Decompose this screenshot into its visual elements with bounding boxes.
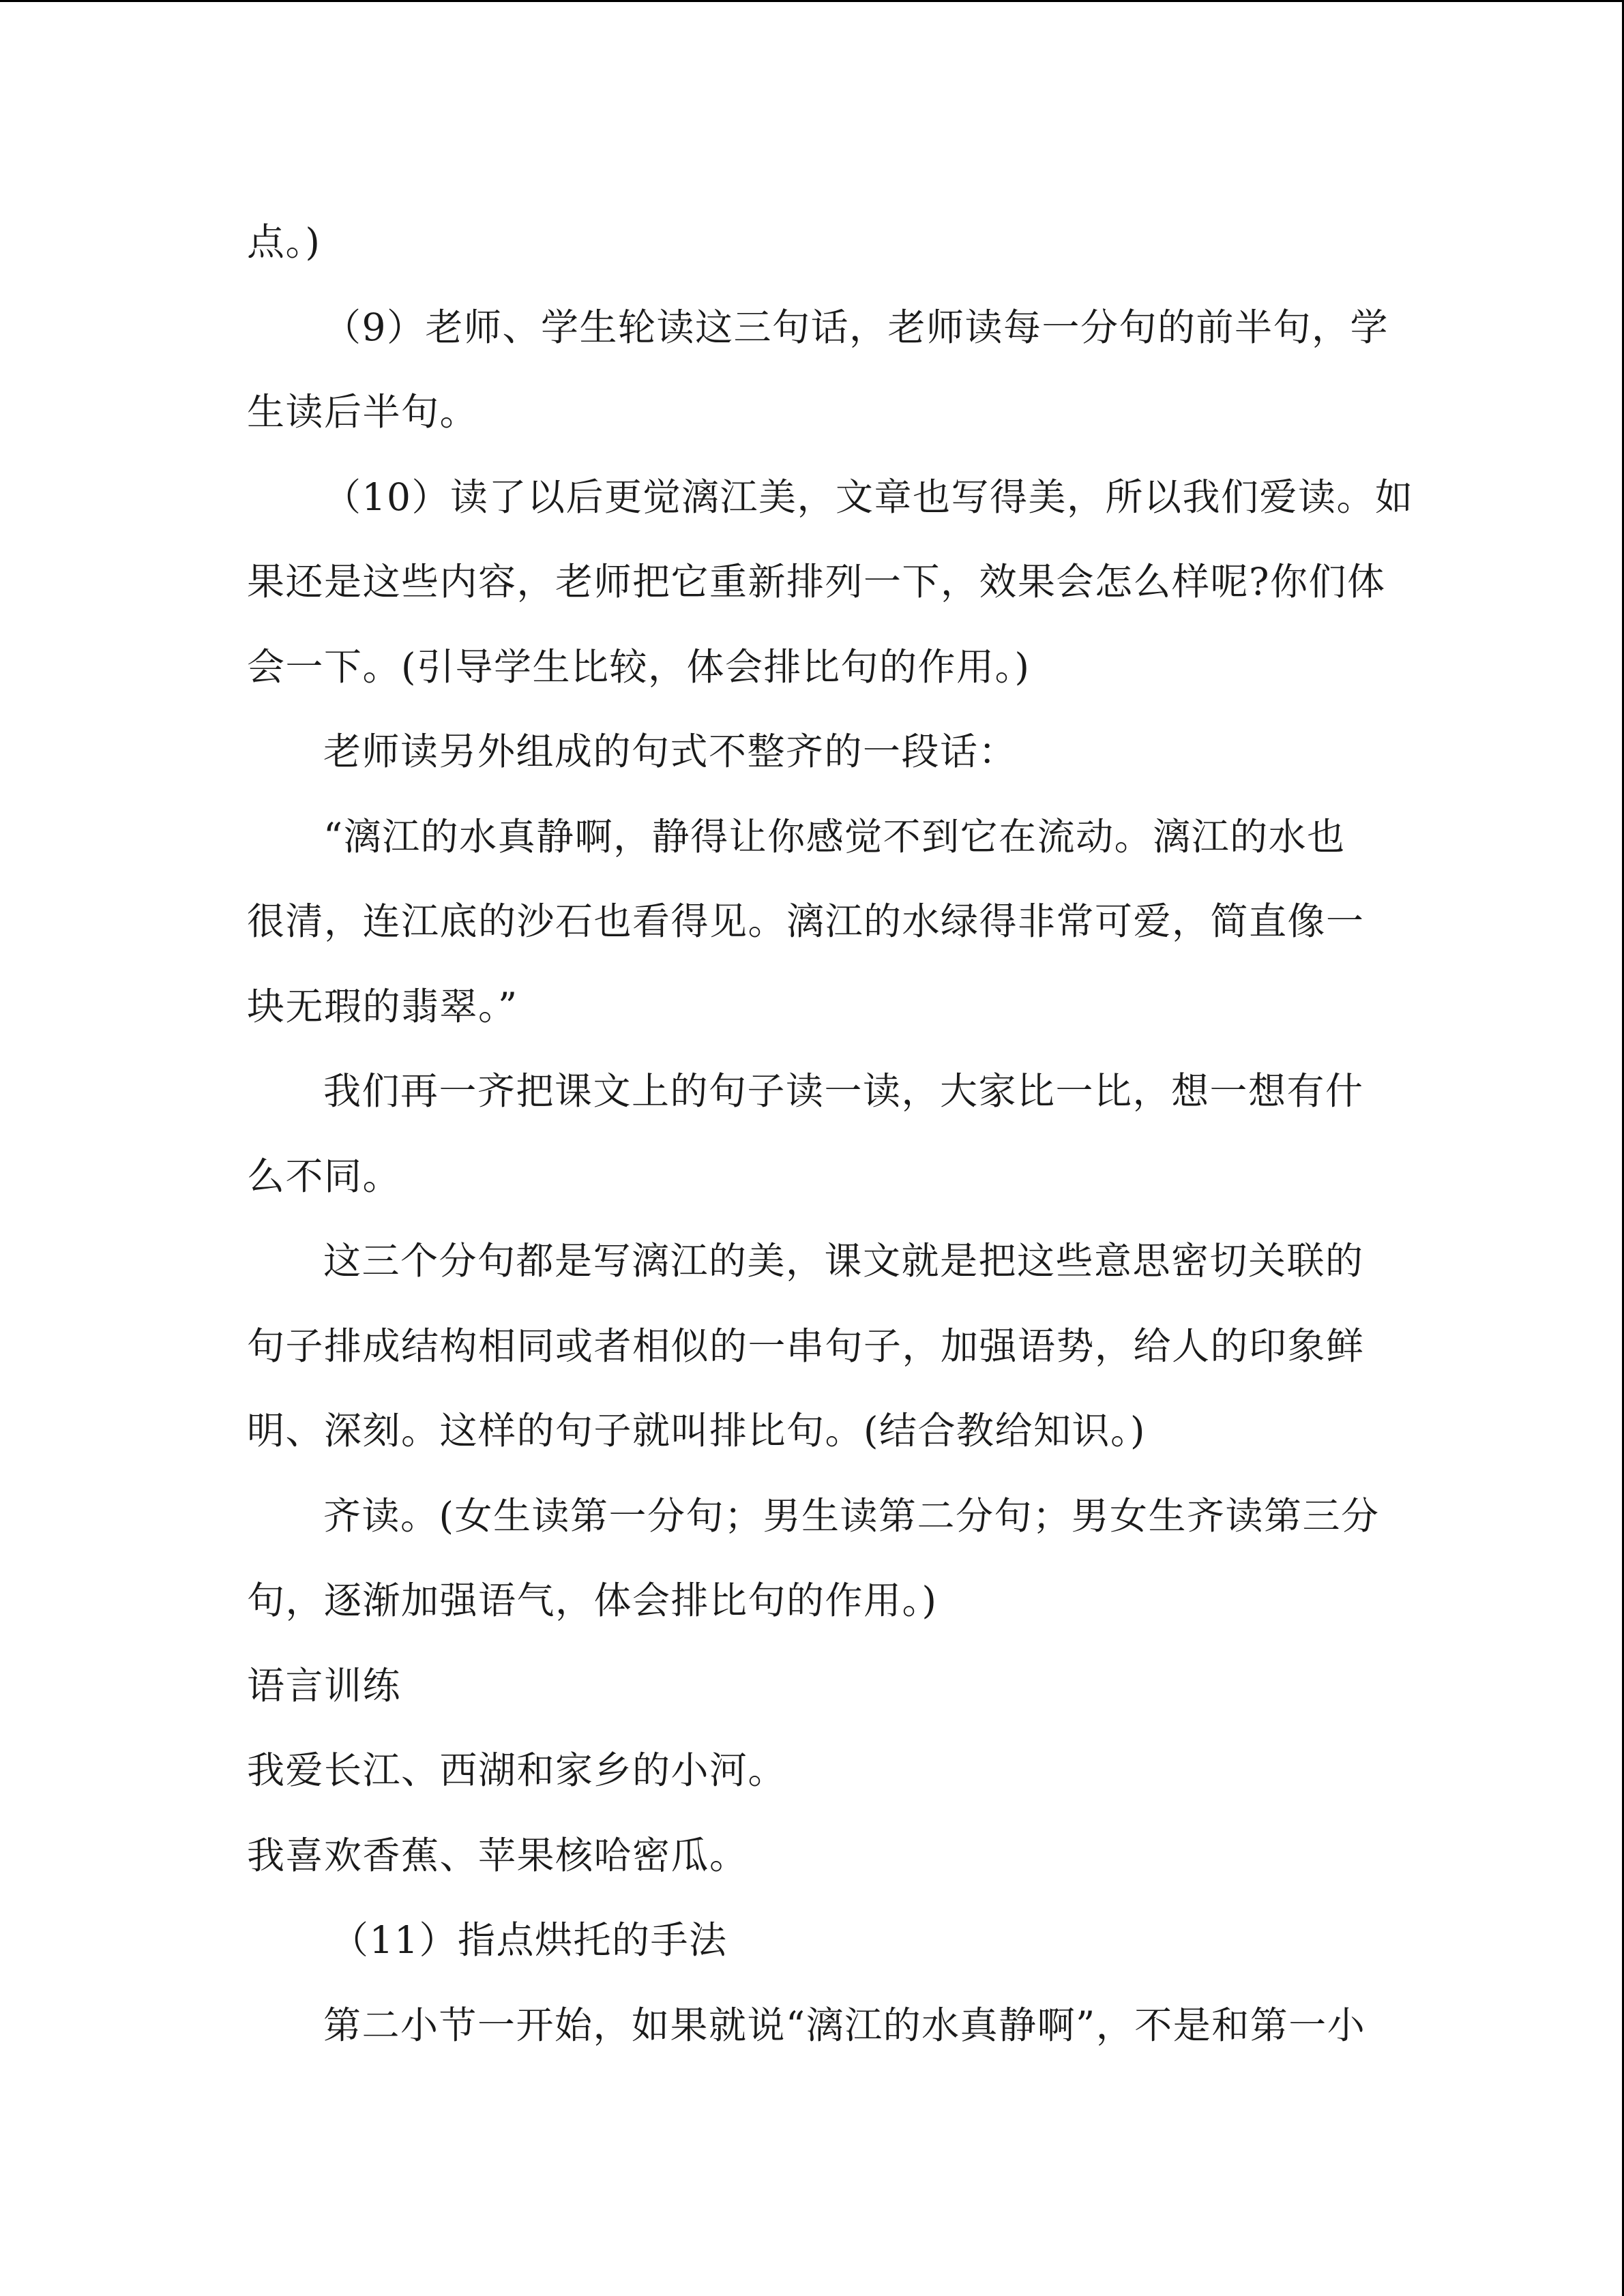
document-body	[247, 200, 1414, 2068]
text-line: （9）老师、学生轮读这三句话，老师读每一分句的前半句，学	[323, 305, 1389, 349]
text-line: 第二小节一开始，如果就说“漓江的水真静啊”，不是和第一小	[323, 2003, 1366, 2047]
text-line: 句子排成结构相同或者相似的一串句子，加强语势，给人的印象鲜	[247, 1324, 1365, 1368]
text-line: 老师读另外组成的句式不整齐的一段话：	[323, 730, 1018, 773]
text-line: 很清，连江底的沙石也看得见。漓江的水绿得非常可爱，简直像一	[247, 899, 1365, 943]
text-line: 齐读。(女生读第一分句；男生读第二分句；男女生齐读第三分	[323, 1493, 1380, 1538]
text-line: 会一下。(引导学生比较，体会排比句的作用。)	[247, 644, 1031, 689]
text-line: 点。)	[247, 220, 321, 264]
text-line: 块无瑕的翡翠。”	[247, 984, 518, 1028]
section-heading: 语言训练	[247, 1663, 402, 1708]
text-line: 这三个分句都是写漓江的美，课文就是把这些意思密切关联的	[323, 1239, 1364, 1283]
text-line: 句，逐渐加强语气，体会排比句的作用。)	[247, 1579, 938, 1622]
text-line: “漓江的水真静啊，静得让你感觉不到它在流动。漓江的水也	[323, 814, 1346, 859]
text-line: 果还是这些内容，老师把它重新排列一下，效果会怎么样呢?你们体	[247, 560, 1386, 603]
text-line: 明、深刻。这样的句子就叫排比句。(结合教给知识。)	[247, 1409, 1146, 1452]
text-line: 生读后半句。	[247, 390, 479, 434]
text-line: （10）读了以后更觉漓江美，文章也写得美，所以我们爱读。如	[323, 475, 1414, 519]
step-heading: （11）指点烘托的手法	[331, 1918, 728, 1962]
text-line: 我喜欢香蕉、苹果核哈密瓜。	[247, 1833, 748, 1877]
text-line: 我们再一齐把课文上的句子读一读，大家比一比，想一想有什	[323, 1069, 1364, 1113]
text-line: 我爱长江、西湖和家乡的小河。	[247, 1748, 787, 1792]
text-line: 么不同。	[247, 1154, 402, 1198]
